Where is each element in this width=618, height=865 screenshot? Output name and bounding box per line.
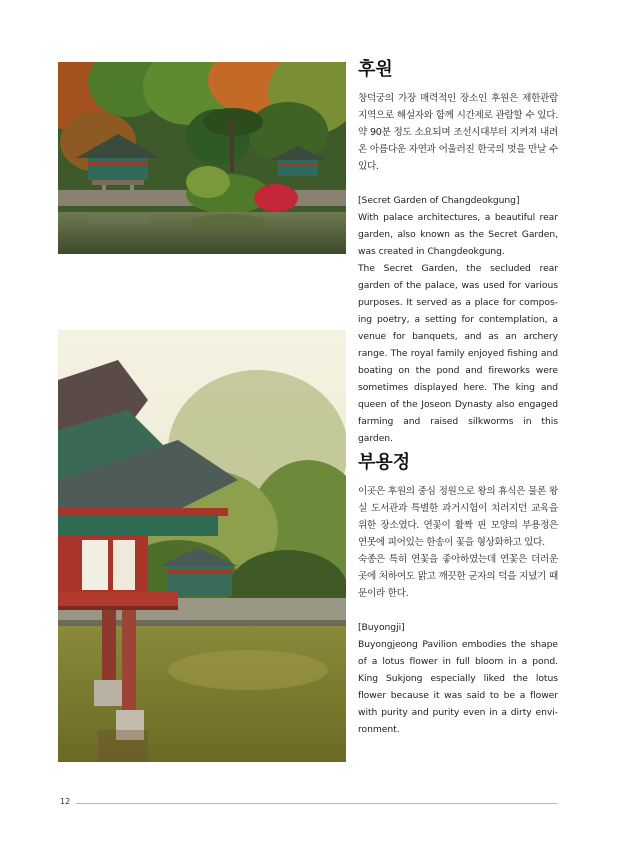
korean-paragraph: 이곳은 후원의 중심 정원으로 왕의 휴식은 물론 왕실 도서관과 특별한 과거시험이 치러지던 교육을 위한 장소였다. 연꽃이 활짝 핀 모양의 부용정은 연못에 피어있는 한송이 꽃을 형상화하고 있다. bbox=[358, 486, 558, 548]
buyongjeong-section bbox=[358, 452, 558, 738]
english-title: [Buyongji] bbox=[358, 622, 405, 633]
korean-paragraph: 숙종은 특히 연꽃을 좋아하였는데 연꽃은 더러운 곳에 처하여도 맑고 깨끗한 군자의 덕을 지녔기 때문이라 한다. bbox=[358, 554, 558, 599]
english-paragraph: Buyongjeong Pavilion embodies the shape of a lotus flower in full bloom in a pond. King Sukjong especially liked the lotus flower because it was said to be a flower with purity and purity even in a dirty envi-ronment. bbox=[358, 639, 558, 735]
section-heading: 부용정 bbox=[358, 452, 411, 473]
english-title: [Secret Garden of Changdeokgung] bbox=[358, 195, 520, 206]
korean-paragraph: 창덕궁의 가장 매력적인 장소인 후원은 제한관람지역으로 해설자와 함께 시간제로 관람할 수 있다. 약 90분 정도 소요되며 조선시대부터 지켜져 내려온 아름다운 자연과 어울러진 한국의 멋을 만날 수 있다. bbox=[358, 93, 558, 172]
section-heading: 후원 bbox=[358, 59, 393, 80]
page-number: 12 bbox=[60, 797, 71, 806]
secret-garden-photo bbox=[58, 62, 346, 254]
english-paragraph: With palace architectures, a beautiful rear garden, also known as the Secret Garden, was created in Changdeokgung. bbox=[358, 212, 558, 257]
secret-garden-section bbox=[358, 59, 558, 447]
footer-rule bbox=[76, 803, 558, 804]
buyongjeong-photo bbox=[58, 330, 346, 762]
english-paragraph: The Secret Garden, the secluded rear garden of the palace, was used for various purposes. It served as a place for compos-ing poetry, a setting for contemplation, a venue for banquets, and as an archery range. The royal family enjoyed fishing and boating on the pond and fireworks were sometimes displayed here. The king and queen of the Joseon Dynasty also engaged farming and raised silkworms in this garden. bbox=[358, 263, 558, 444]
